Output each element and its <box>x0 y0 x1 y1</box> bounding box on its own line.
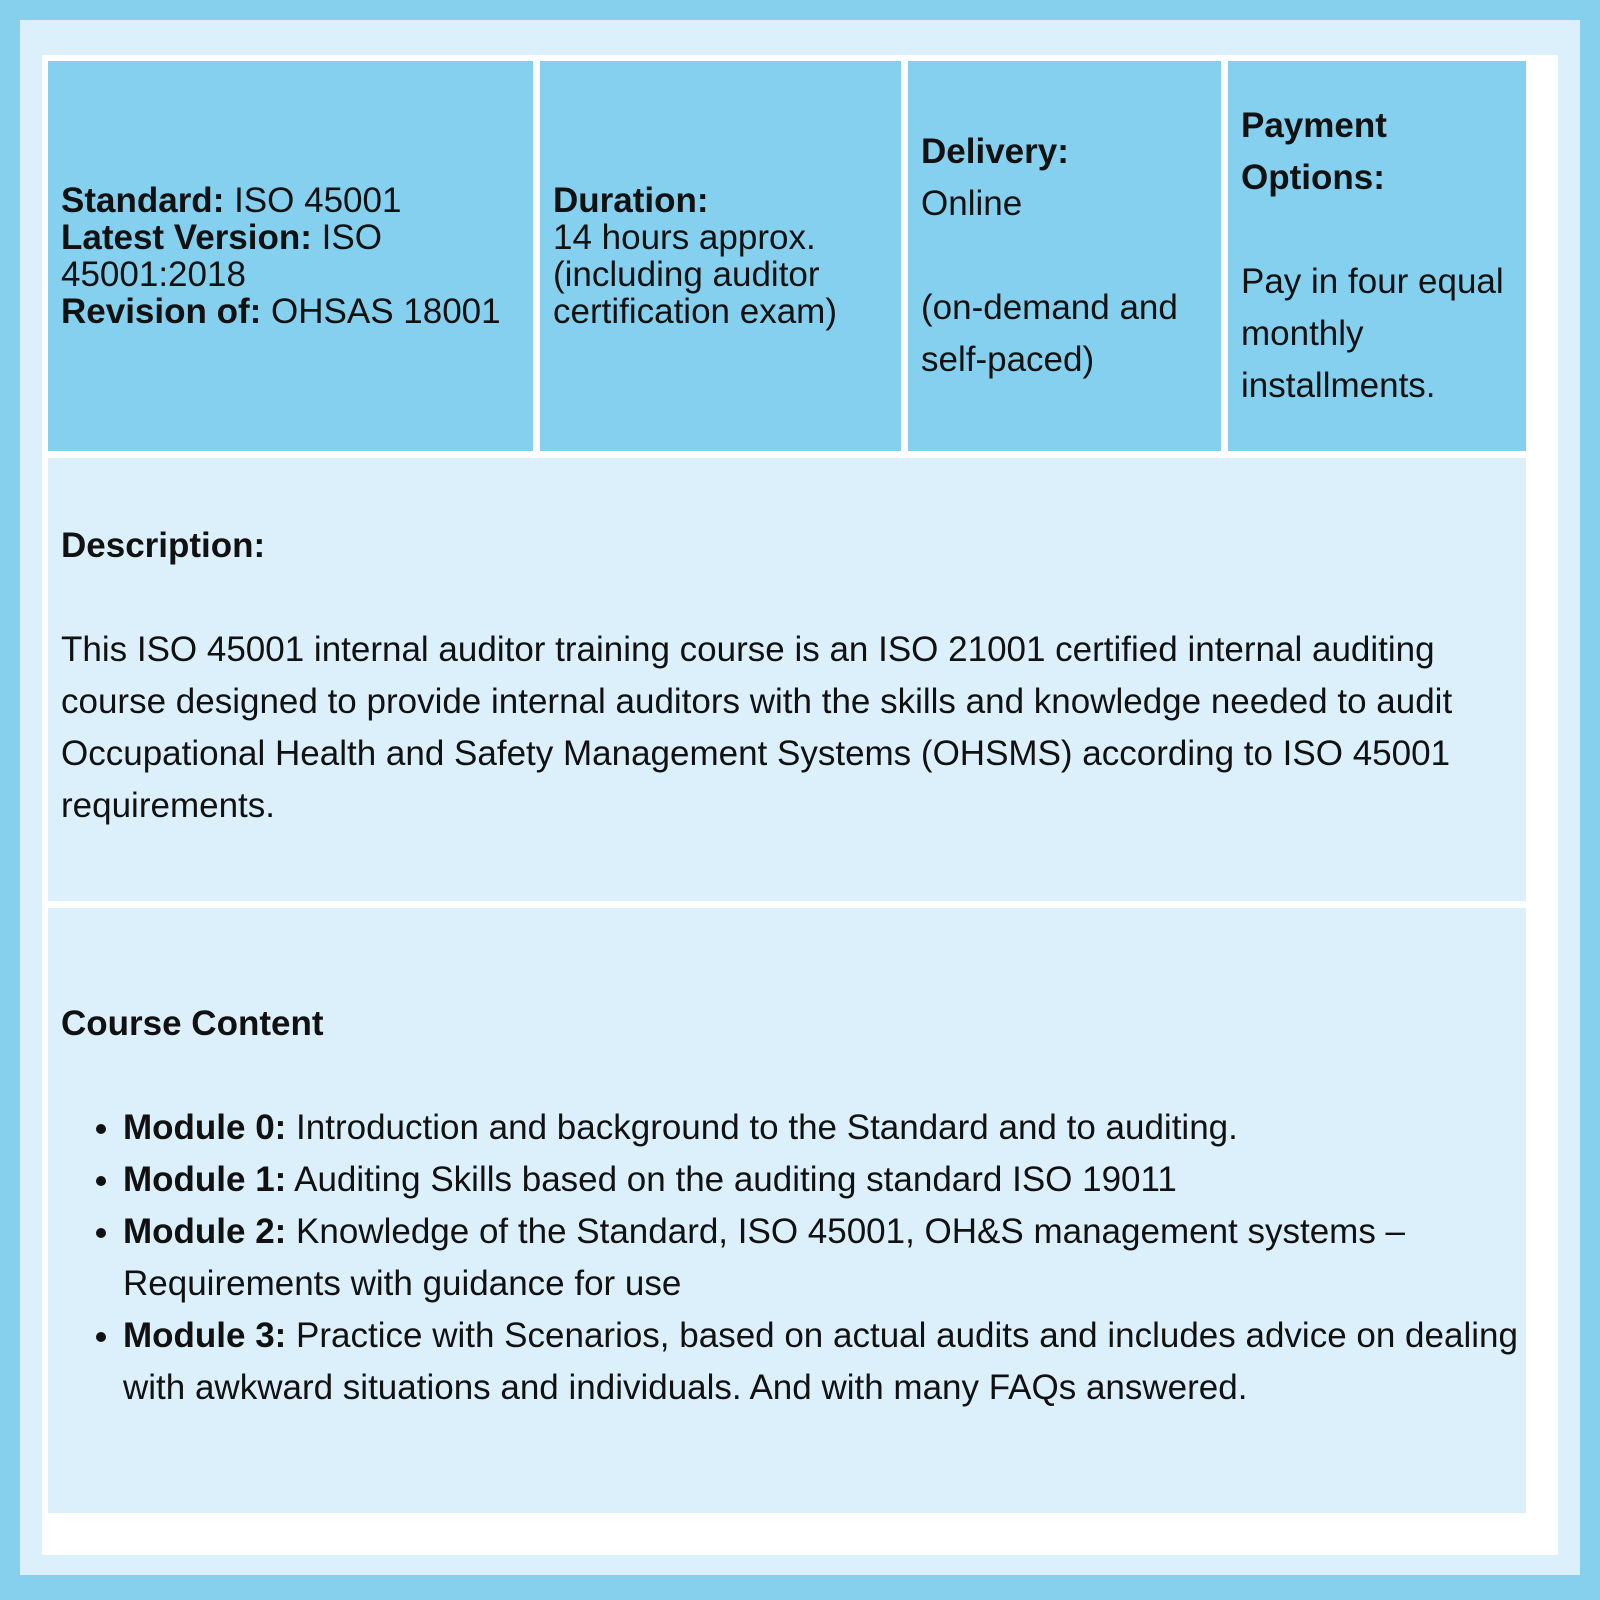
payment-cell <box>1228 61 1526 451</box>
standard-value: ISO 45001 <box>224 181 402 220</box>
delivery-value: Online <box>921 184 1023 223</box>
payment-label: Payment Options: <box>1241 106 1387 197</box>
payment-value: Pay in four equal monthly installments. <box>1241 262 1504 405</box>
list-item <box>123 1310 1523 1414</box>
module-text: Knowledge of the Standard, ISO 45001, OH&S management systems – Requirements with guidance for use <box>123 1212 1406 1303</box>
delivery-cell <box>908 61 1221 451</box>
module-text: Practice with Scenarios, based on actual audits and includes advice on dealing with awkward situations and individuals. And with many FAQs answered. <box>123 1316 1518 1407</box>
duration-value: 14 hours approx. <box>553 218 816 257</box>
course-card <box>20 20 1580 1575</box>
latest-version-value: ISO 45001:2018 <box>61 218 382 294</box>
module-list <box>61 1102 1523 1414</box>
module-label: Module 3: <box>123 1316 287 1355</box>
list-item <box>123 1102 1523 1154</box>
standard-cell <box>48 61 533 451</box>
revision-label: Revision of: <box>61 292 262 331</box>
delivery-label: Delivery: <box>921 132 1069 171</box>
standard-label: Standard: <box>61 181 225 220</box>
description-heading: Description: <box>61 526 266 565</box>
course-content-heading: Course Content <box>61 1004 324 1043</box>
module-label: Module 0: <box>123 1108 287 1147</box>
duration-note: (including auditor certification exam) <box>553 255 837 331</box>
duration-label: Duration: <box>553 181 709 220</box>
list-item <box>123 1154 1523 1206</box>
course-content-cell <box>48 908 1526 1513</box>
module-text: Introduction and background to the Standard and to auditing. <box>286 1108 1238 1147</box>
list-item <box>123 1206 1523 1310</box>
delivery-note: (on-demand and self-paced) <box>921 288 1178 379</box>
module-label: Module 2: <box>123 1212 287 1251</box>
latest-version-label: Latest Version: <box>61 218 312 257</box>
course-info-table <box>42 55 1558 1555</box>
duration-cell <box>540 61 901 451</box>
description-cell <box>48 458 1526 901</box>
module-text: Auditing Skills based on the auditing standard ISO 19011 <box>286 1160 1177 1199</box>
description-text: This ISO 45001 internal auditor training course is an ISO 21001 certified internal auditing course designed to provide internal auditors with the skills and knowledge needed to audit Occupational Health and Safety Management Systems (OHSMS) according to ISO 45001 requirements. <box>61 630 1453 825</box>
module-label: Module 1: <box>123 1160 287 1199</box>
revision-value: OHSAS 18001 <box>261 292 501 331</box>
